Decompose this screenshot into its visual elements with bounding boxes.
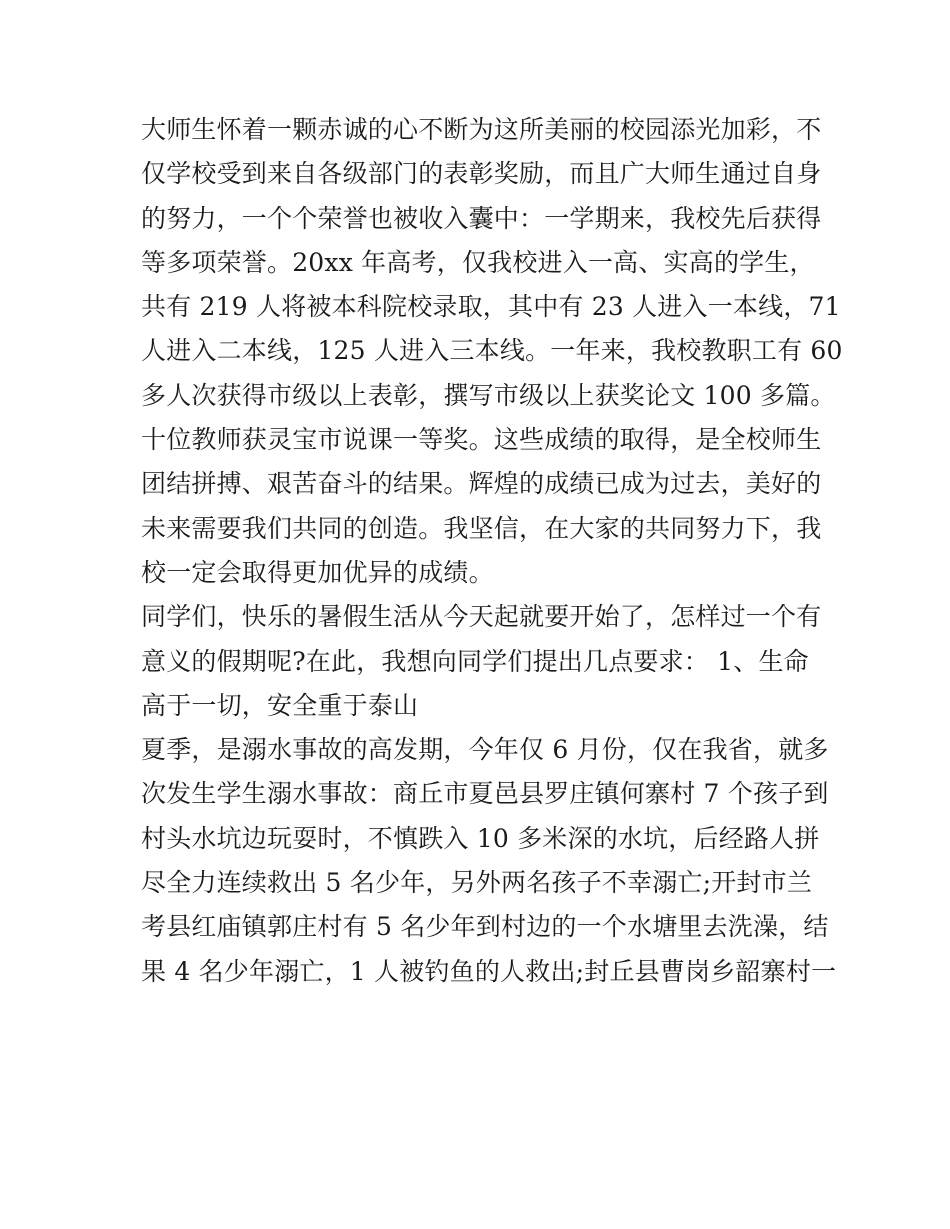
text-line: 团结拼搏、艰苦奋斗的结果。辉煌的成绩已成为过去，美好的: [141, 469, 822, 499]
text-line: 夏季，是溺水事故的高发期，今年仅 6 月份，仅在我省，就多: [141, 735, 829, 765]
text-line: 等多项荣誉。20xx 年高考，仅我校进入一高、实高的学生，: [141, 247, 815, 277]
text-line: 仅学校受到来自各级部门的表彰奖励，而且广大师生通过自身: [141, 159, 822, 189]
text-line: 次发生学生溺水事故：商丘市夏邑县罗庄镇何寨村 7 个孩子到: [141, 779, 829, 809]
text-line: 的努力，一个个荣誉也被收入囊中：一学期来，我校先后获得: [141, 203, 822, 233]
text-line: 高于一切，安全重于泰山: [141, 690, 419, 720]
text-line: 村头水坑边玩耍时，不慎跌入 10 多米深的水坑，后经路人拼: [141, 823, 820, 853]
text-line: 同学们，快乐的暑假生活从今天起就要开始了，怎样过一个有: [141, 602, 822, 632]
text-line: 尽全力连续救出 5 名少年，另外两名孩子不幸溺亡;开封市兰: [141, 868, 813, 898]
text-line: 未来需要我们共同的创造。我坚信，在大家的共同努力下，我: [141, 513, 822, 543]
text-line: 果 4 名少年溺亡，1 人被钓鱼的人救出;封丘县曹岗乡韶寨村一: [141, 956, 837, 986]
text-line: 大师生怀着一颗赤诚的心不断为这所美丽的校园添光加彩，不: [141, 115, 822, 144]
text-line: 人进入二本线，125 人进入三本线。一年来，我校教职工有 60: [141, 336, 843, 366]
text-line: 十位教师获灵宝市说课一等奖。这些成绩的取得，是全校师生: [141, 425, 822, 455]
text-line: 共有 219 人将被本科院校录取，其中有 23 人进入一本线，71: [141, 292, 841, 322]
text-line: 多人次获得市级以上表彰，撰写市级以上获奖论文 100 多篇。: [141, 380, 836, 410]
text-line: 考县红庙镇郭庄村有 5 名少年到村边的一个水塘里去洗澡，结: [141, 912, 829, 942]
text-line: 意义的假期呢?在此，我想向同学们提出几点要求： 1、生命: [141, 646, 809, 676]
body-text: [141, 108, 843, 994]
text-line: 校一定会取得更加优异的成绩。: [141, 557, 494, 587]
